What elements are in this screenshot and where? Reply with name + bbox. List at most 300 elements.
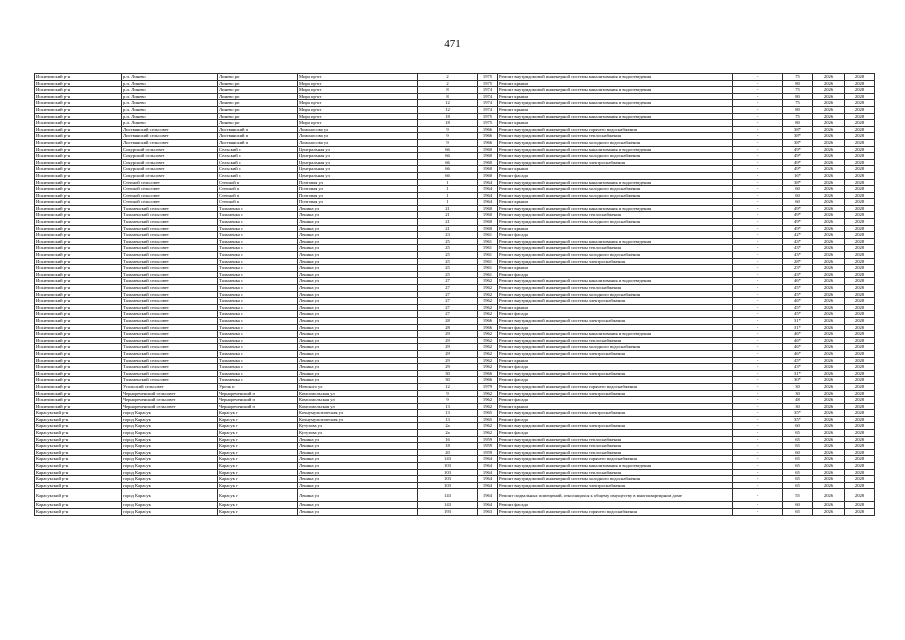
cell-end-year: 2028	[845, 192, 875, 199]
cell-street: Ленина ул	[298, 469, 418, 476]
cell-dash: -	[733, 364, 783, 371]
cell-cost: 42*	[783, 232, 813, 239]
cell-settlement: Листвянский п	[218, 126, 298, 133]
cell-dash: -	[733, 225, 783, 232]
cell-settlement: Степной п	[218, 192, 298, 199]
cell-end-year: 2028	[845, 337, 875, 344]
cell-district: Искитимский р-н	[35, 74, 122, 81]
cell-house: 27	[418, 291, 478, 298]
cell-district: Искитимский р-н	[35, 383, 122, 390]
cell-cost: 65	[783, 482, 813, 489]
cell-end-year: 2028	[845, 449, 875, 456]
cell-cost: 65	[783, 476, 813, 483]
cell-settlement: Линево рп	[218, 74, 298, 81]
cell-house: 1	[418, 192, 478, 199]
cell-street: Ленина ул	[298, 311, 418, 318]
cell-house: 29	[418, 337, 478, 344]
cell-cost: 43*	[783, 252, 813, 259]
cell-cost: 46*	[783, 344, 813, 351]
cell-dash: -	[733, 87, 783, 94]
cell-municipality: Чернореченский сельсовет	[122, 397, 218, 404]
cell-dash: -	[733, 179, 783, 186]
cell-municipality: Степной сельсовет	[122, 199, 218, 206]
cell-dash: -	[733, 139, 783, 146]
table-row	[35, 219, 875, 226]
cell-settlement: Листвянский п	[218, 139, 298, 146]
cell-start-year: 2026	[813, 179, 845, 186]
cell-street: Ленина ул	[298, 219, 418, 226]
cell-cost: 60	[783, 423, 813, 430]
cell-work-type: Ремонт внутридомовой инженерной системы электроснабжения	[498, 410, 733, 417]
cell-settlement: Линево рп	[218, 113, 298, 120]
cell-house: 25	[418, 252, 478, 259]
cell-street: Ленина ул	[298, 285, 418, 292]
cell-cost: 45*	[783, 304, 813, 311]
cell-settlement: Тальменка с	[218, 317, 298, 324]
cell-year: 1962	[478, 291, 498, 298]
cell-work-type: Ремонт внутридомовой инженерной системы теплоснабжения	[498, 245, 733, 252]
table-row	[35, 416, 875, 423]
cell-house: 27	[418, 298, 478, 305]
cell-district: Карасукский р-н	[35, 416, 122, 423]
cell-settlement: Сельский с	[218, 159, 298, 166]
table-row	[35, 106, 875, 113]
cell-district: Искитимский р-н	[35, 350, 122, 357]
cell-year: 1975	[478, 113, 498, 120]
cell-end-year: 2028	[845, 344, 875, 351]
cell-dash: -	[733, 436, 783, 443]
cell-street: Ленина ул	[298, 370, 418, 377]
cell-district: Искитимский р-н	[35, 139, 122, 146]
cell-start-year: 2026	[813, 212, 845, 219]
cell-dash: -	[733, 192, 783, 199]
cell-street: Ленина ул	[298, 252, 418, 259]
cell-start-year: 2026	[813, 245, 845, 252]
cell-district: Карасукский р-н	[35, 456, 122, 463]
cell-dash: -	[733, 166, 783, 173]
cell-year: 1966	[478, 370, 498, 377]
cell-dash: -	[733, 271, 783, 278]
cell-street: Почтовая ул	[298, 179, 418, 186]
table-row	[35, 186, 875, 193]
cell-cost: 80	[783, 80, 813, 87]
table-row	[35, 100, 875, 107]
cell-work-type: Ремонт внутридомовой инженерной системы горячего водоснабжения	[498, 126, 733, 133]
cell-house: 25	[418, 238, 478, 245]
cell-municipality: Чернореченский сельсовет	[122, 390, 218, 397]
cell-start-year: 2026	[813, 370, 845, 377]
table-row	[35, 166, 875, 173]
cell-work-type: Ремонт внутридомовой инженерной системы электроснабжения	[498, 258, 733, 265]
cell-district: Искитимский р-н	[35, 370, 122, 377]
table-row	[35, 120, 875, 127]
cell-cost: 38*	[783, 133, 813, 140]
cell-end-year: 2028	[845, 397, 875, 404]
cell-dash: -	[733, 291, 783, 298]
cell-cost: 46*	[783, 278, 813, 285]
cell-cost: 60	[783, 502, 813, 509]
cell-work-type: Ремонт крыши	[498, 93, 733, 100]
cell-house: 103	[418, 476, 478, 483]
cell-end-year: 2028	[845, 304, 875, 311]
table-row	[35, 126, 875, 133]
cell-year: 1962	[478, 285, 498, 292]
cell-settlement: Тальменка с	[218, 298, 298, 305]
cell-house: 2а	[418, 430, 478, 437]
cell-municipality: Сокурский сельсовет	[122, 159, 218, 166]
cell-dash: -	[733, 337, 783, 344]
cell-year: 1961	[478, 258, 498, 265]
cell-street: Ленина ул	[298, 482, 418, 489]
cell-street: Ленина ул	[298, 225, 418, 232]
cell-end-year: 2028	[845, 179, 875, 186]
cell-district: Карасукский р-н	[35, 469, 122, 476]
cell-start-year: 2026	[813, 166, 845, 173]
cell-start-year: 2026	[813, 219, 845, 226]
cell-settlement: Карасук г	[218, 443, 298, 450]
cell-dash: -	[733, 298, 783, 305]
cell-start-year: 2026	[813, 331, 845, 338]
cell-house: 18	[418, 113, 478, 120]
cell-cost: 45*	[783, 357, 813, 364]
cell-house: 193	[418, 509, 478, 516]
cell-end-year: 2028	[845, 271, 875, 278]
cell-end-year: 2028	[845, 74, 875, 81]
cell-district: Искитимский р-н	[35, 317, 122, 324]
cell-settlement: Карасук г	[218, 449, 298, 456]
cell-house: 9	[418, 126, 478, 133]
table-row	[35, 74, 875, 81]
cell-cost: 48	[783, 397, 813, 404]
cell-street: Ленина ул	[298, 456, 418, 463]
cell-district: Искитимский р-н	[35, 291, 122, 298]
cell-work-type: Ремонт внутридомовой инженерной системы теплоснабжения	[498, 449, 733, 456]
cell-work-type: Ремонт внутридомовой инженерной системы канализования и водоотведения	[498, 87, 733, 94]
cell-work-type: Ремонт внутридомовой инженерной системы канализования и водоотведения	[498, 331, 733, 338]
cell-cost: 45*	[783, 291, 813, 298]
cell-dash: -	[733, 489, 783, 502]
cell-year: 1964	[478, 476, 498, 483]
cell-house: 8	[418, 87, 478, 94]
cell-year: 1962	[478, 337, 498, 344]
cell-district: Искитимский р-н	[35, 245, 122, 252]
cell-district: Искитимский р-н	[35, 285, 122, 292]
cell-street: Ленина ул	[298, 298, 418, 305]
cell-house: 21	[418, 225, 478, 232]
cell-municipality: Тальменский сельсовет	[122, 324, 218, 331]
cell-district: Искитимский р-н	[35, 344, 122, 351]
cell-work-type: Ремонт внутридомовой инженерной системы электроснабжения	[498, 317, 733, 324]
cell-house: 66	[418, 153, 478, 160]
table-row	[35, 370, 875, 377]
cell-settlement: Тальменка с	[218, 331, 298, 338]
cell-end-year: 2028	[845, 403, 875, 410]
cell-municipality: Листвянский сельсовет	[122, 126, 218, 133]
cell-year: 1964	[478, 179, 498, 186]
cell-start-year: 2026	[813, 482, 845, 489]
cell-year: 1966	[478, 317, 498, 324]
table-row	[35, 390, 875, 397]
cell-settlement: Карасук г	[218, 410, 298, 417]
table-row	[35, 476, 875, 483]
cell-house: 27	[418, 285, 478, 292]
cell-cost: 46*	[783, 337, 813, 344]
cell-municipality: город Карасук	[122, 489, 218, 502]
cell-municipality: Чернореченский сельсовет	[122, 403, 218, 410]
cell-house: 27	[418, 304, 478, 311]
cell-municipality: город Карасук	[122, 469, 218, 476]
cell-dash: -	[733, 423, 783, 430]
table-row	[35, 205, 875, 212]
cell-settlement: Тальменка с	[218, 357, 298, 364]
cell-street: Центральная ул	[298, 146, 418, 153]
cell-municipality: Сокурский сельсовет	[122, 172, 218, 179]
cell-work-type: Ремонт внутридомовой инженерной системы холодного водоснабжения	[498, 186, 733, 193]
cell-house: 12	[418, 383, 478, 390]
cell-house: 1	[418, 199, 478, 206]
cell-settlement: Линево рп	[218, 120, 298, 127]
cell-end-year: 2028	[845, 265, 875, 272]
cell-year: 1961	[478, 271, 498, 278]
cell-street: Ленина ул	[298, 258, 418, 265]
cell-start-year: 2026	[813, 172, 845, 179]
cell-municipality: Тальменский сельсовет	[122, 364, 218, 371]
cell-municipality: Тальменский сельсовет	[122, 357, 218, 364]
cell-district: Искитимский р-н	[35, 106, 122, 113]
cell-cost: 38*	[783, 179, 813, 186]
cell-street: Ломоносова ул	[298, 126, 418, 133]
cell-settlement: Карасук г	[218, 476, 298, 483]
cell-dash: -	[733, 509, 783, 516]
cell-year: 1962	[478, 397, 498, 404]
cell-end-year: 2028	[845, 364, 875, 371]
cell-house: 27	[418, 278, 478, 285]
cell-settlement: Сельский с	[218, 153, 298, 160]
cell-start-year: 2026	[813, 397, 845, 404]
cell-street: Кутузова ул	[298, 430, 418, 437]
cell-municipality: Тальменский сельсовет	[122, 317, 218, 324]
cell-end-year: 2028	[845, 331, 875, 338]
cell-start-year: 2026	[813, 192, 845, 199]
cell-start-year: 2026	[813, 311, 845, 318]
capital-repair-table	[34, 73, 875, 516]
table-row	[35, 192, 875, 199]
cell-municipality: Тальменский сельсовет	[122, 350, 218, 357]
cell-street: Ленина ул	[298, 324, 418, 331]
cell-house: 103	[418, 463, 478, 470]
cell-district: Искитимский р-н	[35, 238, 122, 245]
cell-district: Искитимский р-н	[35, 265, 122, 272]
cell-street: Ленина ул	[298, 350, 418, 357]
cell-municipality: Листвянский сельсовет	[122, 139, 218, 146]
table-row	[35, 258, 875, 265]
cell-municipality: город Карасук	[122, 449, 218, 456]
cell-work-type: Ремонт внутридомовой инженерной системы канализования и водоотведения	[498, 146, 733, 153]
cell-work-type: Ремонт фасада	[498, 311, 733, 318]
cell-work-type: Ремонт внутридомовой инженерной системы канализования и водоотведения	[498, 205, 733, 212]
cell-district: Карасукский р-н	[35, 410, 122, 417]
cell-work-type: Ремонт фасада	[498, 271, 733, 278]
cell-work-type: Ремонт внутридомовой инженерной системы горячего водоснабжения	[498, 456, 733, 463]
cell-work-type: Ремонт фасада	[498, 430, 733, 437]
cell-cost: 80	[783, 120, 813, 127]
cell-street: Кутузова ул	[298, 423, 418, 430]
cell-end-year: 2028	[845, 252, 875, 259]
cell-settlement: Тальменка с	[218, 258, 298, 265]
cell-year: 1962	[478, 403, 498, 410]
cell-district: Искитимский р-н	[35, 298, 122, 305]
cell-settlement: Сельский с	[218, 146, 298, 153]
cell-cost: 49*	[783, 205, 813, 212]
cell-cost: 65	[783, 456, 813, 463]
cell-work-type: Ремонт внутридомовой инженерной системы холодного водоснабжения	[498, 476, 733, 483]
cell-settlement: Карасук г	[218, 423, 298, 430]
cell-street: Ленина ул	[298, 337, 418, 344]
cell-dash: -	[733, 390, 783, 397]
cell-start-year: 2026	[813, 87, 845, 94]
cell-street: Комсомольская ул	[298, 403, 418, 410]
cell-year: 1959	[478, 449, 498, 456]
cell-work-type: Ремонт крыши	[498, 199, 733, 206]
cell-street: Мира пр-кт	[298, 80, 418, 87]
table-row	[35, 509, 875, 516]
cell-house: 1	[418, 179, 478, 186]
cell-work-type: Ремонт внутридомовой инженерной системы электроснабжения	[498, 350, 733, 357]
cell-district: Искитимский р-н	[35, 87, 122, 94]
cell-start-year: 2026	[813, 265, 845, 272]
cell-year: 1962	[478, 430, 498, 437]
cell-municipality: Тальменский сельсовет	[122, 258, 218, 265]
cell-settlement: Урочк п	[218, 383, 298, 390]
cell-municipality: Сокурский сельсовет	[122, 146, 218, 153]
cell-cost: 65	[783, 443, 813, 450]
cell-house: 143	[418, 456, 478, 463]
cell-house: 27	[418, 311, 478, 318]
cell-municipality: Тальменский сельсовет	[122, 285, 218, 292]
table-row	[35, 410, 875, 417]
cell-dash: -	[733, 357, 783, 364]
table-row	[35, 298, 875, 305]
cell-district: Искитимский р-н	[35, 324, 122, 331]
cell-street: Мира пр-кт	[298, 93, 418, 100]
cell-settlement: Тальменка с	[218, 364, 298, 371]
cell-settlement: Тальменка с	[218, 265, 298, 272]
cell-end-year: 2028	[845, 238, 875, 245]
cell-start-year: 2026	[813, 232, 845, 239]
cell-end-year: 2028	[845, 502, 875, 509]
cell-house: 2	[418, 80, 478, 87]
cell-street: Центральная ул	[298, 172, 418, 179]
cell-cost: 31*	[783, 370, 813, 377]
cell-district: Искитимский р-н	[35, 205, 122, 212]
cell-year: 1960	[478, 166, 498, 173]
cell-house: 30	[418, 370, 478, 377]
cell-end-year: 2028	[845, 489, 875, 502]
cell-year: 1964	[478, 456, 498, 463]
cell-settlement: Тальменка с	[218, 232, 298, 239]
cell-cost: 55	[783, 489, 813, 502]
cell-district: Искитимский р-н	[35, 397, 122, 404]
cell-start-year: 2026	[813, 133, 845, 140]
cell-house: 13	[418, 416, 478, 423]
cell-street: Ленина ул	[298, 502, 418, 509]
cell-house: 28	[418, 324, 478, 331]
table-row	[35, 469, 875, 476]
cell-start-year: 2026	[813, 337, 845, 344]
cell-municipality: Тальменский сельсовет	[122, 245, 218, 252]
cell-settlement: Тальменка с	[218, 304, 298, 311]
cell-end-year: 2028	[845, 469, 875, 476]
cell-district: Искитимский р-н	[35, 192, 122, 199]
cell-street: Ленина ул	[298, 291, 418, 298]
cell-work-type: Ремонт внутридомовой инженерной системы теплоснабжения	[498, 443, 733, 450]
cell-start-year: 2026	[813, 113, 845, 120]
cell-street: Ленина ул	[298, 449, 418, 456]
cell-district: Искитимский р-н	[35, 311, 122, 318]
cell-start-year: 2026	[813, 456, 845, 463]
cell-year: 1974	[478, 106, 498, 113]
cell-street: Ленина ул	[298, 304, 418, 311]
cell-district: Карасукский р-н	[35, 463, 122, 470]
cell-district: Карасукский р-н	[35, 482, 122, 489]
cell-end-year: 2028	[845, 100, 875, 107]
cell-start-year: 2026	[813, 285, 845, 292]
cell-cost: 28*	[783, 258, 813, 265]
cell-municipality: Тальменский сельсовет	[122, 291, 218, 298]
cell-start-year: 2026	[813, 383, 845, 390]
cell-work-type: Ремонт внутридомовой инженерной системы холодного водоснабжения	[498, 192, 733, 199]
cell-year: 1964	[478, 482, 498, 489]
cell-end-year: 2028	[845, 509, 875, 516]
cell-dash: -	[733, 126, 783, 133]
cell-year: 1959	[478, 443, 498, 450]
cell-settlement: Сельский с	[218, 166, 298, 173]
cell-start-year: 2026	[813, 126, 845, 133]
cell-cost: 46*	[783, 298, 813, 305]
cell-cost: 49*	[783, 219, 813, 226]
cell-cost: 60	[783, 192, 813, 199]
cell-settlement: Тальменка с	[218, 271, 298, 278]
cell-work-type: Ремонт внутридомовой инженерной системы теплоснабжения	[498, 436, 733, 443]
cell-end-year: 2028	[845, 377, 875, 384]
cell-settlement: Линево рп	[218, 87, 298, 94]
cell-cost: 35*	[783, 410, 813, 417]
cell-district: Искитимский р-н	[35, 179, 122, 186]
cell-street: Мира пр-кт	[298, 100, 418, 107]
cell-work-type: Ремонт внутридомовой инженерной системы электроснабжения	[498, 370, 733, 377]
cell-year: 1962	[478, 311, 498, 318]
cell-year: 1960	[478, 225, 498, 232]
cell-start-year: 2026	[813, 423, 845, 430]
cell-district: Искитимский р-н	[35, 133, 122, 140]
cell-work-type: Ремонт внутридомовой инженерной системы холодного водоснабжения	[498, 344, 733, 351]
cell-start-year: 2026	[813, 291, 845, 298]
cell-district: Искитимский р-н	[35, 331, 122, 338]
cell-dash: -	[733, 331, 783, 338]
cell-end-year: 2028	[845, 430, 875, 437]
cell-settlement: Степной п	[218, 199, 298, 206]
cell-dash: -	[733, 304, 783, 311]
cell-end-year: 2028	[845, 324, 875, 331]
cell-end-year: 2028	[845, 410, 875, 417]
cell-end-year: 2028	[845, 232, 875, 239]
cell-work-type: Ремонт крыши	[498, 166, 733, 173]
cell-work-type: Ремонт крыши	[498, 304, 733, 311]
cell-settlement: Тальменка с	[218, 238, 298, 245]
cell-house: 66	[418, 166, 478, 173]
cell-cost: 60	[783, 186, 813, 193]
table-row	[35, 344, 875, 351]
